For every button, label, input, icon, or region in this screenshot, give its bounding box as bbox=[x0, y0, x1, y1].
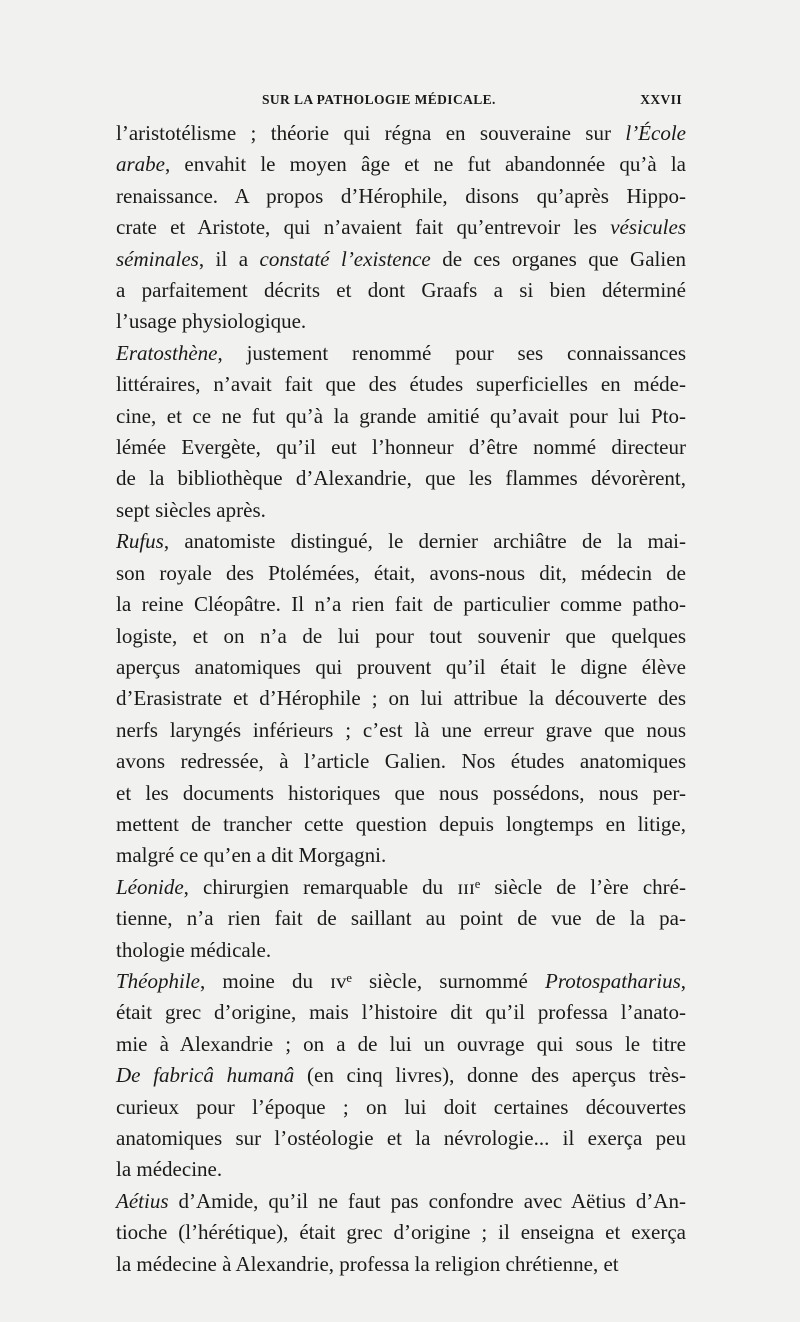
text-run: littéraires, n’avait fait que des études superficielles en méde- bbox=[116, 372, 686, 397]
text-run: était grec d’origine, mais l’histoire dit qu’il professa l’anato- bbox=[116, 1000, 686, 1025]
text-line bbox=[116, 401, 686, 432]
text-run: anatomiques sur l’ostéologie et la névrologie... il exerça peu bbox=[116, 1126, 686, 1150]
text-line bbox=[116, 1060, 686, 1091]
text-line bbox=[116, 715, 686, 746]
italic-run: De fabricâ humanâ bbox=[116, 1063, 295, 1088]
text-line bbox=[116, 306, 686, 337]
italic-run: Théophile bbox=[116, 968, 200, 993]
text-line bbox=[116, 872, 686, 903]
text-line bbox=[116, 997, 686, 1028]
italic-run: Eratosthène bbox=[116, 340, 218, 365]
text-run: l’aristotélisme ; théorie qui régna en souveraine sur bbox=[116, 121, 626, 145]
text-line bbox=[116, 1217, 686, 1248]
text-line bbox=[116, 1123, 686, 1154]
text-line bbox=[116, 621, 686, 652]
text-run: , envahit le moyen âge et ne fut abandonnée qu’à la bbox=[165, 152, 686, 177]
text-line bbox=[116, 463, 686, 494]
text-line bbox=[116, 244, 686, 275]
text-line bbox=[116, 683, 686, 714]
text-line bbox=[116, 935, 686, 966]
text-run: , moine du ɪᴠᵉ siècle, surnommé bbox=[200, 968, 545, 993]
italic-run: Aétius bbox=[116, 1188, 169, 1213]
text-run: aperçus anatomiques qui prouvent qu’il était le digne élève bbox=[116, 654, 686, 679]
text-line bbox=[116, 149, 686, 180]
text-run: tioche (l’hérétique), était grec d’origine ; il enseigna et exerça bbox=[116, 1220, 686, 1245]
text-line bbox=[116, 1029, 686, 1060]
italic-run: arabe bbox=[116, 152, 165, 177]
text-run: , justement renommé pour ses connaissances bbox=[217, 340, 686, 365]
text-run: d’Amide, qu’il ne faut pas confondre avec Aëtius d’An- bbox=[168, 1188, 686, 1213]
text-run: renaissance. A propos d’Hérophile, disons qu’après Hippo- bbox=[116, 183, 686, 208]
text-run: , bbox=[680, 968, 686, 993]
running-title: SUR LA PATHOLOGIE MÉDICALE. bbox=[262, 92, 496, 107]
text-run: la reine Cléopâtre. Il n’a rien fait de particulier comme patho- bbox=[116, 592, 686, 617]
text-run: avons redressée, à l’article Galien. Nos études anatomiques bbox=[116, 749, 686, 774]
text-run: mettent de trancher cette question depuis longtemps en litige, bbox=[116, 811, 686, 836]
text-line bbox=[116, 1186, 686, 1217]
text-run: thologie médicale. bbox=[116, 937, 272, 962]
text-line bbox=[116, 369, 686, 400]
italic-run: Rufus bbox=[116, 529, 164, 554]
text-line bbox=[116, 809, 686, 840]
text-run: de ces organes que Galien bbox=[430, 246, 687, 271]
text-run: lémée Evergète, qu’il eut l’honneur d’être nommé directeur bbox=[116, 435, 686, 460]
italic-run: l’École bbox=[625, 121, 686, 145]
text-run: l’usage physiologique. bbox=[116, 309, 307, 334]
text-line bbox=[116, 181, 686, 212]
italic-run: Léonide bbox=[116, 874, 184, 899]
italic-run: séminales bbox=[116, 246, 199, 271]
text-run: tienne, n’a rien fait de saillant au point de vue de la pa- bbox=[116, 906, 686, 931]
page-number: XXVII bbox=[640, 92, 682, 107]
text-run: , chirurgien remarquable du ɪɪɪᵉ siècle de l’ère chré- bbox=[183, 874, 686, 899]
text-run: mie à Alexandrie ; on a de lui un ouvrage qui sous le titre bbox=[116, 1031, 686, 1056]
text-line bbox=[116, 495, 686, 526]
text-line bbox=[116, 1092, 686, 1123]
text-line bbox=[116, 275, 686, 306]
text-run: a parfaitement décrits et dont Graafs a si bien déterminé bbox=[116, 278, 686, 303]
text-line bbox=[116, 840, 686, 871]
text-line bbox=[116, 118, 686, 149]
text-run: , anatomiste distingué, le dernier archiâtre de la mai- bbox=[163, 529, 686, 554]
text-line bbox=[116, 652, 686, 683]
text-run: nerfs laryngés inférieurs ; c’est là une erreur grave que nous bbox=[116, 717, 686, 742]
italic-run: l’existence bbox=[340, 246, 431, 271]
text-line bbox=[116, 778, 686, 809]
text-run: cine, et ce ne fut qu’à la grande amitié qu’avait pour lui Pto- bbox=[116, 403, 686, 428]
italic-run: vésicules bbox=[610, 215, 686, 240]
text-run: crate et Aristote, qui n’avaient fait qu’entrevoir les bbox=[116, 215, 611, 240]
text-run: la médecine. bbox=[116, 1157, 223, 1182]
italic-run: Protospatharius bbox=[545, 968, 681, 993]
text-line bbox=[116, 746, 686, 777]
text-run: (en cinq livres), donne des aperçus très- bbox=[294, 1063, 686, 1088]
text-line bbox=[116, 1249, 686, 1280]
running-head bbox=[0, 92, 800, 112]
text-run: la médecine à Alexandrie, professa la religion chrétienne, et bbox=[116, 1251, 619, 1276]
text-run: sept siècles après. bbox=[116, 497, 266, 522]
text-line bbox=[116, 589, 686, 620]
italic-run: constaté bbox=[259, 246, 330, 271]
text-line bbox=[116, 1154, 686, 1185]
text-run: logiste, et on n’a de lui pour tout souvenir que quelques bbox=[116, 623, 686, 648]
text-run: et les documents historiques que nous possédons, nous per- bbox=[116, 780, 686, 805]
text-run: , il a bbox=[198, 246, 260, 271]
text-line bbox=[116, 903, 686, 934]
text-line bbox=[116, 338, 686, 369]
text-line bbox=[116, 966, 686, 997]
text-run: malgré ce qu’en a dit Morgagni. bbox=[116, 843, 387, 868]
text-run: son royale des Ptolémées, était, avons-nous dit, médecin de bbox=[116, 560, 686, 585]
body-text bbox=[116, 118, 686, 1280]
text-run: curieux pour l’époque ; on lui doit certaines découvertes bbox=[116, 1094, 686, 1119]
text-run: d’Erasistrate et d’Hérophile ; on lui attribue la découverte des bbox=[116, 686, 686, 711]
text-run bbox=[330, 247, 341, 271]
text-line bbox=[116, 432, 686, 463]
text-run: de la bibliothèque d’Alexandrie, que les flammes dévorèrent, bbox=[116, 466, 686, 491]
text-line bbox=[116, 526, 686, 557]
text-line bbox=[116, 212, 686, 243]
text-line bbox=[116, 558, 686, 589]
